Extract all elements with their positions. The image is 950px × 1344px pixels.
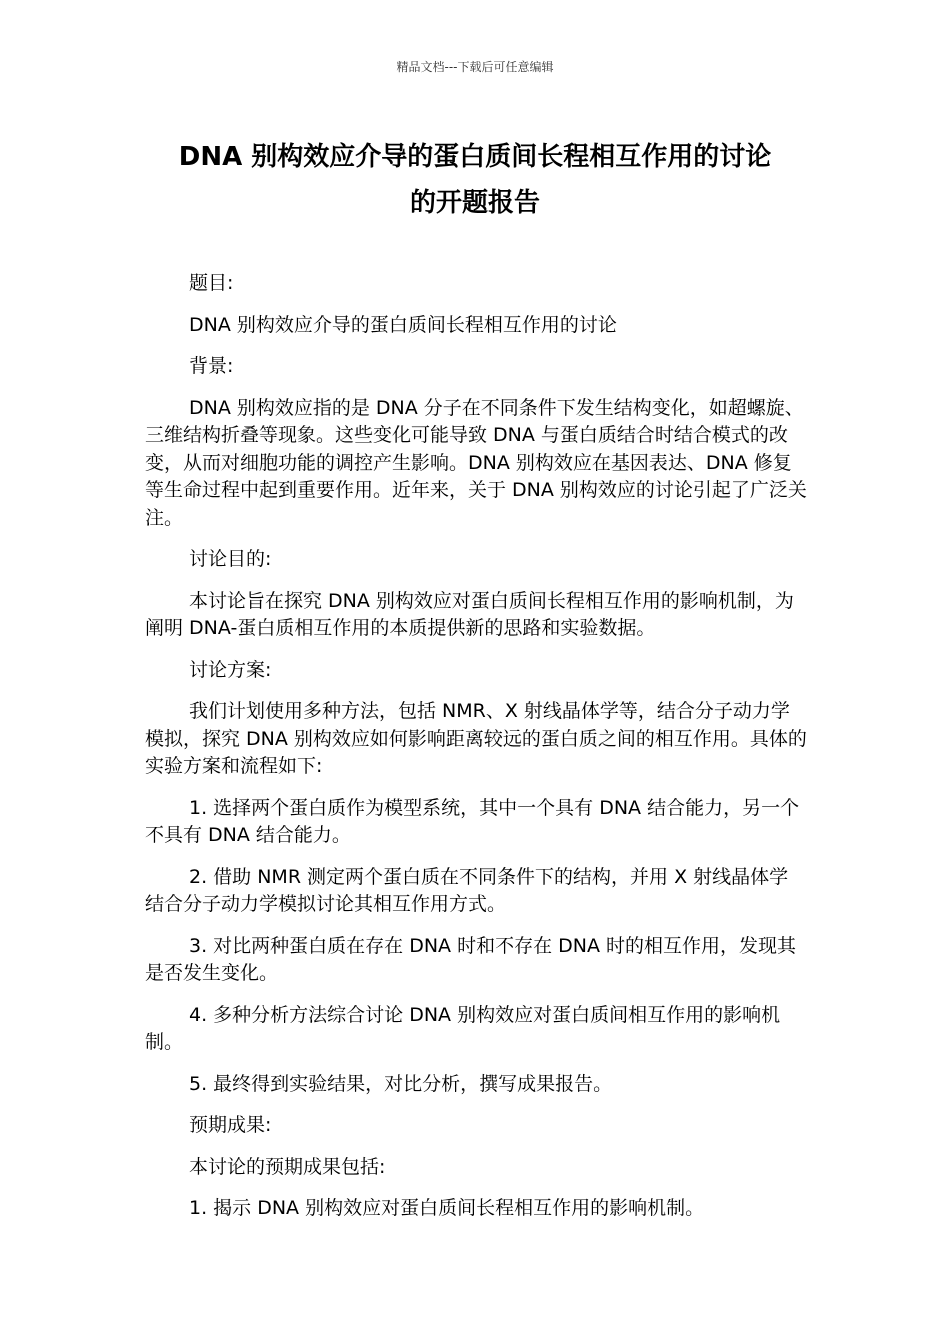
header-watermark: 精品文档---下载后可任意编辑 bbox=[396, 60, 554, 74]
title-line-1: DNA 别构效应介导的蛋白质间长程相互作用的讨论 bbox=[178, 142, 772, 172]
label-expected-results: 预期成果: bbox=[189, 1114, 272, 1136]
plan-paragraph: 我们计划使用多种方法，包括 NMR、X 射线晶体学等，结合分子动力学模拟，探究 DNA 别构效应如何影响距离较远的蛋白质之间的相互作用。具体的实验方案和流程如下: bbox=[145, 700, 807, 777]
plan-step-2: 2. 借助 NMR 测定两个蛋白质在不同条件下的结构，并用 X 射线晶体学结合分子动力学模拟讨论其相互作用方式。 bbox=[145, 865, 789, 915]
plan-step-3: 3. 对比两种蛋白质在存在 DNA 时和不存在 DNA 时的相互作用，发现其是否发生变化。 bbox=[145, 934, 797, 984]
plan-step-4: 4. 多种分析方法综合讨论 DNA 别构效应对蛋白质间相互作用的影响机制。 bbox=[145, 1003, 781, 1053]
document-title bbox=[100, 134, 850, 226]
topic-text: DNA 别构效应介导的蛋白质间长程相互作用的讨论 bbox=[189, 313, 617, 336]
purpose-paragraph: 本讨论旨在探究 DNA 别构效应对蛋白质间长程相互作用的影响机制，为阐明 DNA-蛋白质相互作用的本质提供新的思路和实验数据。 bbox=[145, 589, 794, 639]
background-paragraph: DNA 别构效应指的是 DNA 分子在不同条件下发生结构变化，如超螺旋、三维结构折叠等现象。这些变化可能导致 DNA 与蛋白质结合时结合模式的改变，从而对细胞功能的调控产生影响。DNA 别构效应在基因表达、DNA 修复等生命过程中起到重要作用。近年来，关于 DNA 别构效应的讨论引起了广泛关注。 bbox=[145, 396, 807, 529]
label-topic: 题目: bbox=[189, 272, 234, 294]
label-plan: 讨论方案: bbox=[189, 658, 272, 681]
expected-result-1: 1. 揭示 DNA 别构效应对蛋白质间长程相互作用的影响机制。 bbox=[189, 1197, 705, 1219]
document-body bbox=[145, 270, 807, 1237]
plan-step-1: 1. 选择两个蛋白质作为模型系统，其中一个具有 DNA 结合能力，另一个不具有 DNA 结合能力。 bbox=[145, 796, 800, 846]
plan-step-5: 5. 最终得到实验结果，对比分析，撰写成果报告。 bbox=[189, 1072, 613, 1095]
title-line-2: 的开题报告 bbox=[409, 188, 540, 218]
expected-results-intro: 本讨论的预期成果包括: bbox=[189, 1155, 386, 1178]
label-background: 背景: bbox=[189, 355, 234, 377]
label-purpose: 讨论目的: bbox=[189, 548, 272, 570]
